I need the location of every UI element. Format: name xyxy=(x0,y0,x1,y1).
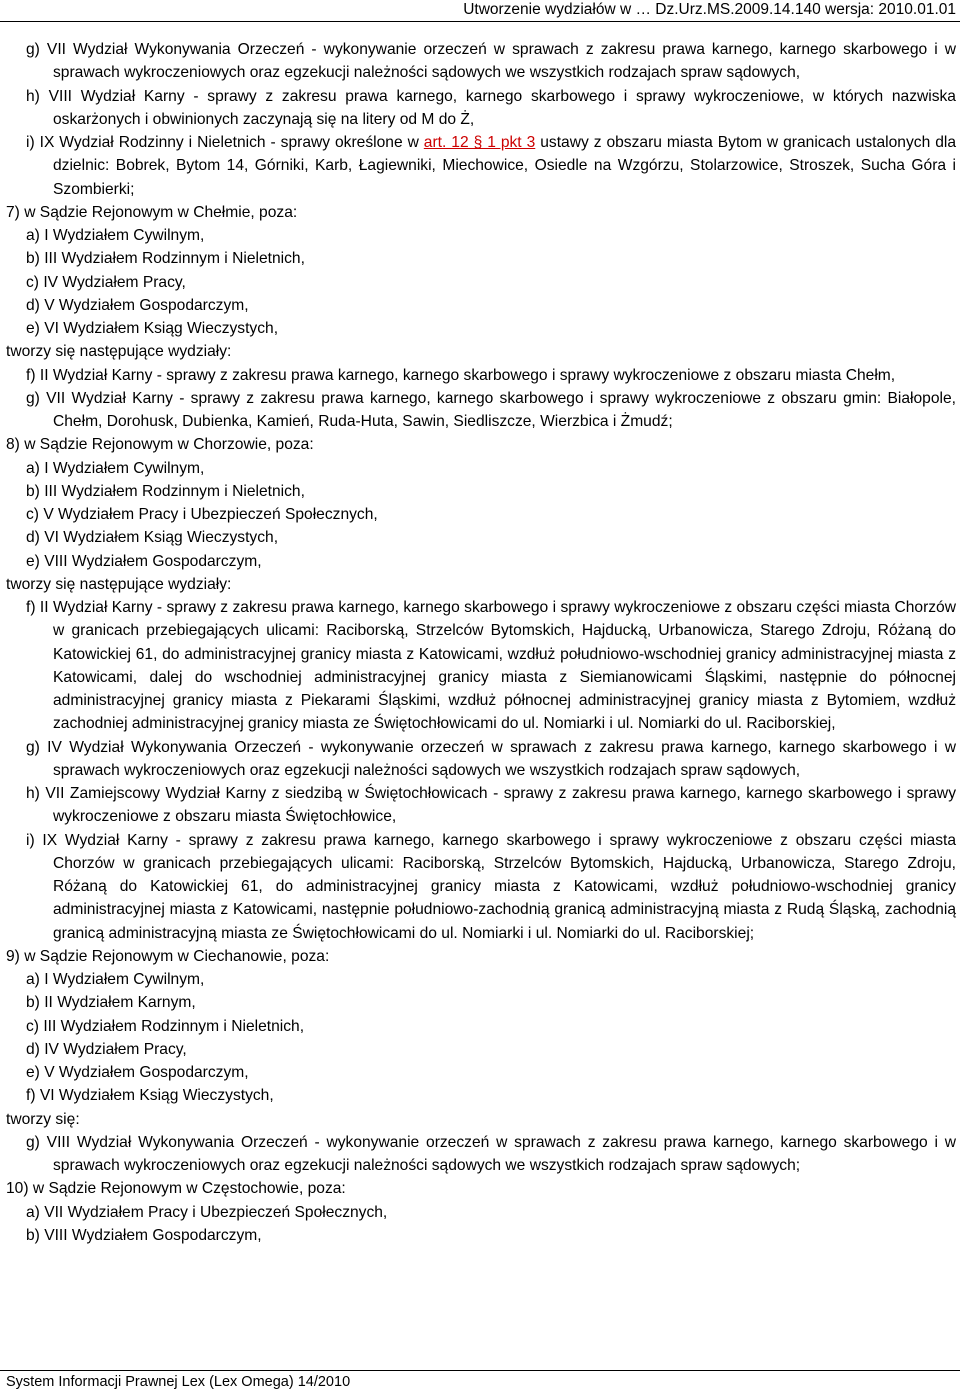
document-body xyxy=(6,38,956,1247)
section-10-heading: 10) w Sądzie Rejonowym w Częstochowie, poza: xyxy=(6,1180,346,1198)
section-7-item-g: g) VII Wydział Karny - sprawy z zakresu prawa karnego, karnego skarbowego i sprawy wykroczeniowe z obszaru gmin: Białopole, Chełm, Dorohusk, Dubienka, Kamień, Ruda-Huta, Sawin, Siedliszcze, Wierzbica i Żmudź; xyxy=(26,389,956,430)
section-9-item-a: a) I Wydziałem Cywilnym, xyxy=(26,971,205,988)
section-7-item-c: c) IV Wydziałem Pracy, xyxy=(26,273,186,291)
section-8-item-e: e) VIII Wydziałem Gospodarczym, xyxy=(26,552,262,570)
section-7-item-e: e) VI Wydziałem Ksiąg Wieczystych, xyxy=(26,320,279,337)
section-9-item-e: e) V Wydziałem Gospodarczym, xyxy=(26,1064,249,1081)
section-8-item-i: i) IX Wydział Karny - sprawy z zakresu prawa karnego, karnego skarbowego i sprawy wykroczeniowe z obszaru części miasta Chorzów w granicach przebiegających ulicami: Raciborską, Strzelców Bytomskich, Hajducką, Urbanowicza, Starego Zdroju, Różaną do Katowickiej 61, do administracyjnej granicy miasta z Katowicami, wzdłuż południowo-wschodniej granicy administracyjnej miasta z Katowicami, następnie południowo-zachodnią granicą administracyjną miasta z Rudą Śląską, zachodnią granicą administracyjną miasta ze Świętochłowicami do ul. Nomiarki i ul. Nomiarki do ul. Raciborskiej; xyxy=(26,831,956,942)
section-10-item-a: a) VII Wydziałem Pracy i Ubezpieczeń Społecznych, xyxy=(26,1203,388,1221)
section-7-item-a: a) I Wydziałem Cywilnym, xyxy=(26,227,205,244)
section-8-creates: tworzy się następujące wydziały: xyxy=(6,575,232,593)
section-8-item-f: f) II Wydział Karny - sprawy z zakresu prawa karnego, karnego skarbowego i sprawy wykroczeniowe z obszaru części miasta Chorzów w granicach przebiegających ulicami: Raciborską, Strzelców Bytomskich, Hajducką, Urbanowicza, Starego Zdroju, Różaną do Katowickiej 61, do administracyjnej granicy miasta z Katowicami, wzdłuż południowo-wschodniej granicy administracyjnej miasta z Katowicami, dalej do wschodniej administracyjnej granicy miasta z Siemianowicami Śląskimi, następnie do północnej administracyjnej granicy miasta z Piekarami Śląskimi, wzdłuż północnej administracyjnej granicy miasta z Bytomiem, wzdłuż zachodniej administracyjnej granicy miasta ze Świętochłowicami do ul. Nomiarki i ul. Nomiarki do ul. Raciborskiej, xyxy=(26,599,956,733)
section-8-item-h: h) VII Zamiejscowy Wydział Karny z siedzibą w Świętochłowicach - sprawy z zakresu prawa karnego, karnego skarbowego i sprawy wykroczeniowe z obszaru miasta Świętochłowice, xyxy=(26,785,956,826)
section-8-item-c: c) V Wydziałem Pracy i Ubezpieczeń Społecznych, xyxy=(26,506,378,523)
section-7-item-b: b) III Wydziałem Rodzinnym i Nieletnich, xyxy=(26,250,305,268)
section-7-creates: tworzy się następujące wydziały: xyxy=(6,343,232,361)
section-9-heading: 9) w Sądzie Rejonowym w Ciechanowie, poza: xyxy=(6,947,330,965)
section-7-item-f: f) II Wydział Karny - sprawy z zakresu prawa karnego, karnego skarbowego i sprawy wykroczeniowe z obszaru miasta Chełm, xyxy=(26,366,896,384)
section-7-item-d: d) V Wydziałem Gospodarczym, xyxy=(26,296,249,314)
section-9-item-d: d) IV Wydziałem Pracy, xyxy=(26,1040,187,1058)
section-8-item-a: a) I Wydziałem Cywilnym, xyxy=(26,459,205,477)
section-7-heading: 7) w Sądzie Rejonowym w Chełmie, poza: xyxy=(6,203,298,221)
section-9-item-b: b) II Wydziałem Karnym, xyxy=(26,994,196,1012)
section-8-heading: 8) w Sądzie Rejonowym w Chorzowie, poza: xyxy=(6,436,314,454)
item-i-text-pre: i) IX Wydział Rodzinny i Nieletnich - sprawy określone w xyxy=(26,134,424,151)
footer-divider xyxy=(0,1370,960,1371)
page-footer: System Informacji Prawnej Lex (Lex Omega) 14/2010 xyxy=(6,1374,351,1390)
section-9-item-c: c) III Wydziałem Rodzinnym i Nieletnich, xyxy=(26,1017,305,1035)
section-8-item-b: b) III Wydziałem Rodzinnym i Nieletnich, xyxy=(26,482,305,500)
section-8-item-g: g) IV Wydział Wykonywania Orzeczeń - wykonywanie orzeczeń w sprawach z zakresu prawa karnego, karnego skarbowego i w sprawach wykroczeniowych oraz egzekucji należności sądowych we wszystkich rodzajach spraw sądowych, xyxy=(26,738,956,779)
section-9-item-g: g) VIII Wydział Wykonywania Orzeczeń - wykonywanie orzeczeń w sprawach z zakresu prawa karnego, karnego skarbowego i w sprawach wykroczeniowych oraz egzekucji należności sądowych we wszystkich rodzajach spraw sądowych; xyxy=(26,1133,956,1174)
art-12-link[interactable]: art. 12 § 1 pkt 3 xyxy=(423,134,536,151)
section-9-creates: tworzy się: xyxy=(6,1110,80,1128)
item-i-ix-rodzinny xyxy=(6,131,956,201)
item-i-text-post: ustawy z obszaru miasta Bytom w granicach ustalonych dla dzielnic: Bobrek, Bytom 14, Górniki, Karb, Łagiewniki, Miechowice, Osiedle na Wzgórzu, Stolarzowice, Stroszek, Sucha Góra i Szombierki; xyxy=(53,134,957,198)
item-g-vii-wykonywania: g) VII Wydział Wykonywania Orzeczeń - wykonywanie orzeczeń w sprawach z zakresu prawa karnego, karnego skarbowego i w sprawach wykroczeniowych oraz egzekucji należności sądowych we wszystkich rodzajach spraw sądowych, xyxy=(26,41,956,82)
section-10-item-b: b) VIII Wydziałem Gospodarczym, xyxy=(26,1226,262,1244)
header-divider xyxy=(0,21,960,22)
page-header: Utworzenie wydziałów w … Dz.Urz.MS.2009.14.140 wersja: 2010.01.01 xyxy=(463,1,956,18)
item-h-viii-karny: h) VIII Wydział Karny - sprawy z zakresu prawa karnego, karnego skarbowego i sprawy wykroczeniowe, w których nazwiska oskarżonych i obwinionych zaczynają się na litery od M do Ż, xyxy=(26,87,956,128)
section-9-item-f: f) VI Wydziałem Ksiąg Wieczystych, xyxy=(26,1087,274,1105)
section-8-item-d: d) VI Wydziałem Ksiąg Wieczystych, xyxy=(26,529,279,547)
